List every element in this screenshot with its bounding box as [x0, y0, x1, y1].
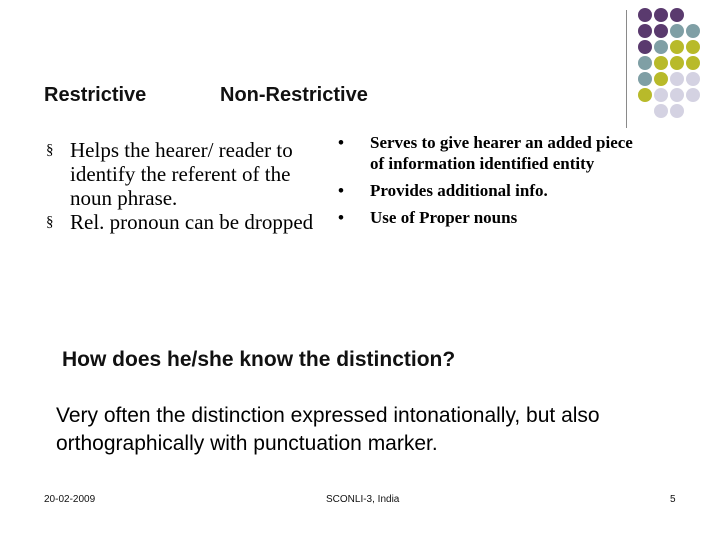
list-item	[338, 207, 648, 228]
list-item-text: Serves to give hearer an added piece of information identified entity	[370, 133, 633, 173]
square-bullet-icon: §	[46, 214, 54, 230]
question-text: How does he/she know the distinction?	[62, 348, 456, 371]
footer-date: 20-02-2009	[44, 494, 96, 505]
decorative-dot	[638, 8, 652, 22]
list-item	[46, 210, 336, 234]
decorative-dot	[638, 88, 652, 102]
decorative-dot	[670, 40, 684, 54]
slide-number: 5	[670, 494, 676, 505]
decorative-dot	[670, 56, 684, 70]
decorative-dot	[686, 24, 700, 38]
decorative-dot-grid	[638, 8, 720, 120]
decorative-dot	[670, 8, 684, 22]
dot-bullet-icon: •	[338, 133, 344, 152]
decorative-dot	[670, 24, 684, 38]
decorative-dot	[654, 56, 668, 70]
decorative-dot	[670, 88, 684, 102]
decorative-dot	[654, 40, 668, 54]
decorative-dot	[686, 88, 700, 102]
list-item-text: Helps the hearer/ reader to identify the referent of the noun phrase.	[70, 138, 293, 210]
footer-venue: SCONLI-3, India	[326, 494, 400, 505]
restrictive-list	[46, 138, 336, 234]
list-item	[46, 138, 336, 210]
decorative-dot	[654, 24, 668, 38]
list-item	[338, 180, 648, 201]
list-item-text: Rel. pronoun can be dropped	[70, 210, 314, 234]
decorative-dot	[670, 104, 684, 118]
explanation-text: Very often the distinction expressed intonationally, but also orthographically with punctuation marker.	[56, 404, 600, 455]
dot-bullet-icon: •	[338, 208, 344, 227]
decorative-dot	[654, 88, 668, 102]
decorative-dot	[638, 24, 652, 38]
decorative-dot	[638, 40, 652, 54]
list-item	[338, 132, 648, 174]
decorative-dot	[638, 56, 652, 70]
decorative-dot	[686, 72, 700, 86]
restrictive-heading: Restrictive	[44, 84, 147, 106]
dot-bullet-icon: •	[338, 181, 344, 200]
decorative-dot	[654, 72, 668, 86]
non-restrictive-heading: Non-Restrictive	[220, 84, 368, 106]
decorative-dot	[670, 72, 684, 86]
list-item-text: Provides additional info.	[370, 181, 548, 200]
decorative-dot	[686, 40, 700, 54]
decorative-dot	[638, 72, 652, 86]
non-restrictive-list	[338, 132, 648, 234]
list-item-text: Use of Proper nouns	[370, 208, 518, 227]
decorative-dot	[686, 56, 700, 70]
decorative-dot	[654, 104, 668, 118]
decorative-dot	[654, 8, 668, 22]
square-bullet-icon: §	[46, 142, 54, 158]
decorative-vertical-line	[626, 10, 627, 128]
